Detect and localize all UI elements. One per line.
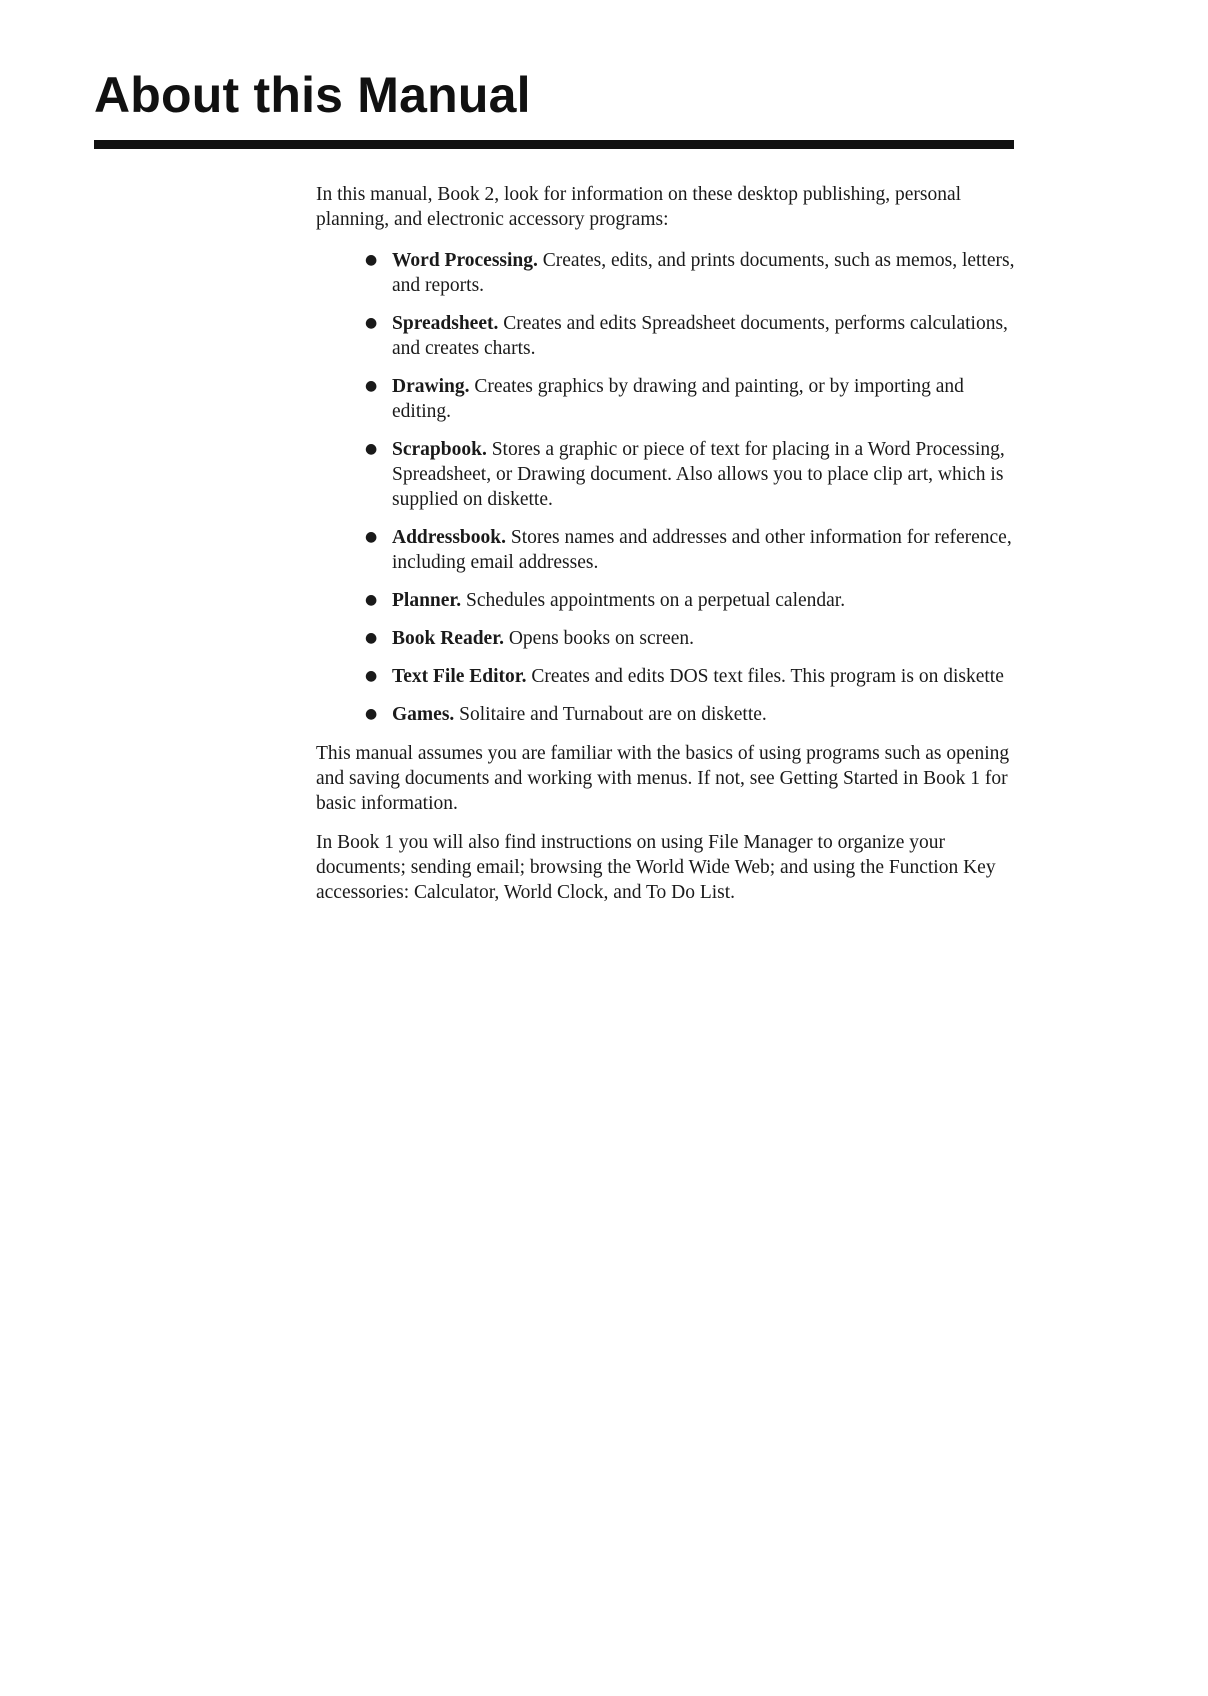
program-list: [316, 248, 1016, 727]
title-rule: [94, 140, 1014, 149]
list-item: [316, 437, 1016, 512]
program-description: Creates and edits Spreadsheet documents, performs calculations, and creates charts.: [392, 313, 1008, 359]
program-description: Solitaire and Turnabout are on diskette.: [459, 704, 767, 725]
program-description: Creates graphics by drawing and painting, or by importing and editing.: [392, 376, 964, 422]
bullet-icon: ●: [365, 252, 378, 268]
program-name: Word Processing.: [392, 250, 543, 271]
program-name: Games.: [392, 704, 460, 725]
program-name: Book Reader.: [392, 628, 509, 649]
list-item: [316, 702, 1016, 727]
list-item: [316, 311, 1016, 361]
program-description: Opens books on screen.: [508, 628, 695, 649]
intro-paragraph: In this manual, Book 2, look for information on these desktop publishing, personal planning, and electronic accessory programs:: [316, 184, 962, 230]
list-item: [316, 588, 1016, 613]
bullet-icon: ●: [365, 706, 378, 722]
list-item: [316, 664, 1016, 689]
program-description: Creates and edits DOS text files. This program is on diskette: [531, 666, 1004, 687]
bullet-icon: ●: [365, 592, 378, 608]
bullet-icon: ●: [365, 315, 378, 331]
program-description: Stores names and addresses and other information for reference, including email addresses.: [392, 527, 1012, 573]
list-item: [316, 248, 1016, 298]
bullet-icon: ●: [365, 668, 378, 684]
assumptions-paragraph: This manual assumes you are familiar with the basics of using programs such as opening and saving documents and working with menus. If not, see Getting Started in Book 1 for basic information.: [316, 743, 1010, 814]
list-item: [316, 626, 1016, 651]
program-name: Spreadsheet.: [392, 313, 504, 334]
list-item: [316, 374, 1016, 424]
program-description: Stores a graphic or piece of text for placing in a Word Processing, Spreadsheet, or Drawing document. Also allows you to place clip art, which is supplied on diskette.: [392, 439, 1005, 510]
list-item: [316, 525, 1016, 575]
program-name: Text File Editor.: [392, 666, 532, 687]
book1-paragraph: In Book 1 you will also find instructions on using File Manager to organize your documents; sending email; browsing the World Wide Web; and using the Function Key accessories: Calculator, World Clock, and To Do List.: [316, 832, 996, 903]
program-description: Schedules appointments on a perpetual calendar.: [466, 590, 846, 611]
page-title: About this Manual: [94, 67, 531, 123]
program-name: Planner.: [392, 590, 467, 611]
bullet-icon: ●: [365, 630, 378, 646]
program-name: Scrapbook.: [392, 439, 492, 460]
bullet-icon: ●: [365, 378, 378, 394]
program-name: Addressbook.: [392, 527, 511, 548]
bullet-icon: ●: [365, 529, 378, 545]
program-name: Drawing.: [392, 376, 475, 397]
bullet-icon: ●: [365, 441, 378, 457]
content-body: [316, 182, 1016, 919]
program-description: Creates, edits, and prints documents, such as memos, letters, and reports.: [392, 250, 1015, 296]
